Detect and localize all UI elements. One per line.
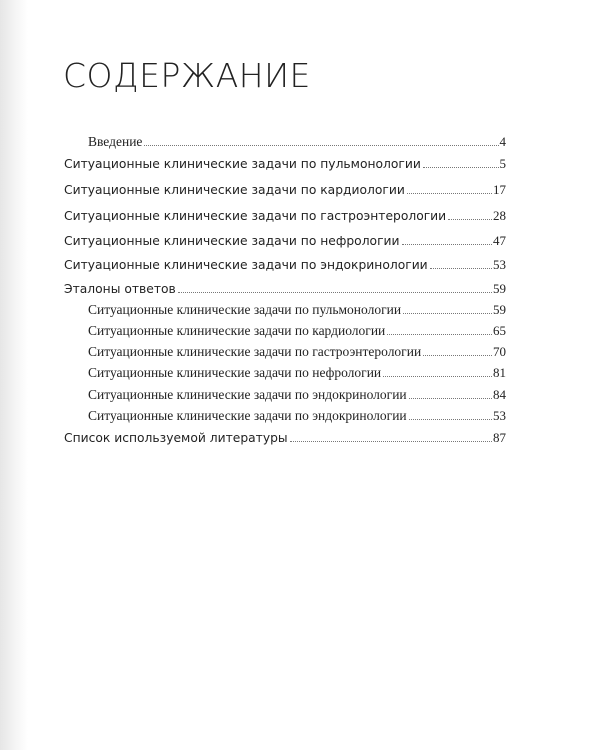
toc-entry-page: 47 xyxy=(493,233,506,248)
toc-entry[interactable] xyxy=(88,302,506,318)
leader-dots xyxy=(423,167,499,168)
page-title: СОДЕРЖАНИЕ xyxy=(63,56,311,95)
toc-entry-page: 53 xyxy=(493,408,506,423)
leader-dots xyxy=(402,244,492,245)
toc-entry-label: Ситуационные клинические задачи по пульмонологии xyxy=(64,157,421,171)
leader-dots xyxy=(144,145,498,146)
toc-entry-label: Ситуационные клинические задачи по кардиологии xyxy=(64,183,405,197)
leader-dots xyxy=(403,313,492,314)
toc-entry[interactable] xyxy=(88,344,506,360)
toc-entry-page: 87 xyxy=(493,430,506,445)
leader-dots xyxy=(290,441,492,442)
toc-entry-page: 59 xyxy=(493,302,506,317)
toc-entry-label: Ситуационные клинические задачи по нефрологии xyxy=(88,365,382,380)
toc-entry-label: Введение xyxy=(88,134,143,149)
toc-entry-page: 70 xyxy=(493,344,506,359)
toc-entry-label: Ситуационные клинические задачи по эндокринологии xyxy=(88,408,407,423)
leader-dots xyxy=(409,398,492,399)
toc-entry-label: Ситуационные клинические задачи по кардиологии xyxy=(88,323,386,338)
toc-entry[interactable] xyxy=(64,182,506,198)
toc-entry[interactable] xyxy=(88,365,506,381)
toc-entry-label: Ситуационные клинические задачи по эндокринологии xyxy=(88,387,407,402)
toc-entry[interactable] xyxy=(88,323,506,339)
toc-entry-page: 65 xyxy=(493,323,506,338)
toc-entry-page: 84 xyxy=(493,387,506,402)
leader-dots xyxy=(178,292,492,293)
toc-entry-label: Ситуационные клинические задачи по нефрологии xyxy=(64,234,400,248)
leader-dots xyxy=(387,334,492,335)
leader-dots xyxy=(423,355,492,356)
leader-dots xyxy=(448,219,492,220)
page-edge-shadow xyxy=(0,0,28,750)
leader-dots xyxy=(407,193,492,194)
toc-entry-page: 17 xyxy=(493,182,506,197)
toc-entry-label: Ситуационные клинические задачи по гастроэнтерологии xyxy=(88,344,422,359)
leader-dots xyxy=(409,419,492,420)
toc-entry-label: Эталоны ответов xyxy=(64,282,176,296)
toc-entry-label: Список используемой литературы xyxy=(64,431,288,445)
toc-entry-page: 4 xyxy=(499,134,506,149)
leader-dots xyxy=(383,376,492,377)
toc-entry[interactable] xyxy=(64,430,506,446)
toc-entry-page: 5 xyxy=(499,156,506,171)
toc-entry[interactable] xyxy=(88,408,506,424)
toc-entry-page: 81 xyxy=(493,365,506,380)
toc-entry[interactable] xyxy=(64,156,506,172)
toc-entry-page: 53 xyxy=(493,257,506,272)
toc-entry-page: 59 xyxy=(493,281,506,296)
toc-entry[interactable] xyxy=(64,233,506,249)
toc-entry[interactable] xyxy=(88,134,506,150)
toc-entry-label: Ситуационные клинические задачи по гастроэнтерологии xyxy=(64,209,447,223)
toc-entry-label: Ситуационные клинические задачи по пульмонологии xyxy=(88,302,402,317)
toc-entry-page: 28 xyxy=(493,208,506,223)
leader-dots xyxy=(430,268,492,269)
toc-entry[interactable] xyxy=(88,387,506,403)
toc-entry-label: Ситуационные клинические задачи по эндокринологии xyxy=(64,258,428,272)
toc-entry[interactable] xyxy=(64,257,506,273)
toc-entry[interactable] xyxy=(64,208,506,224)
toc-entry[interactable] xyxy=(64,281,506,297)
